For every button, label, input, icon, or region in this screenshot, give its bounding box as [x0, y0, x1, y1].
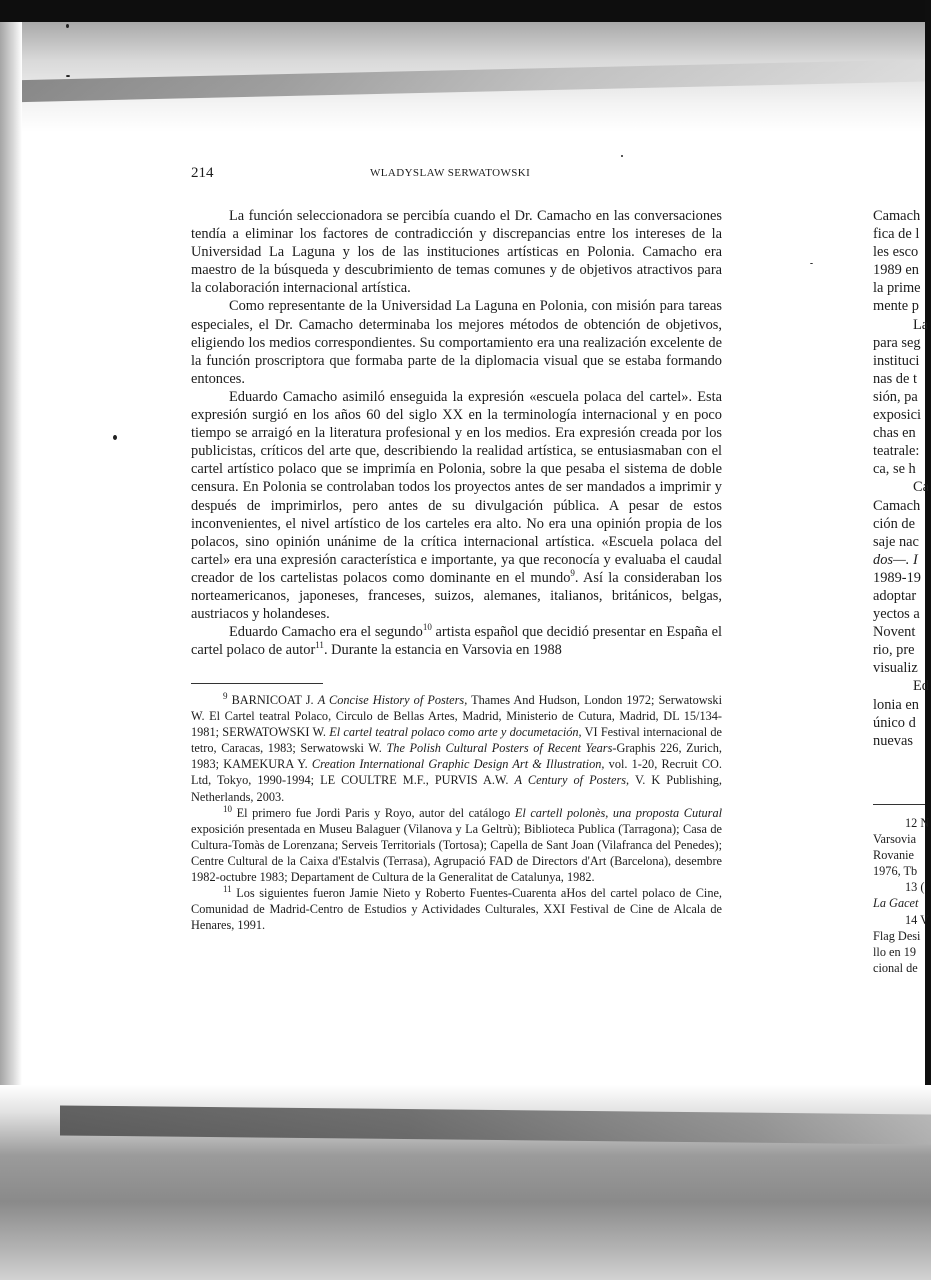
paragraph-text: artista español que decidió presentar en España el cartel polaco de autor [191, 624, 723, 659]
footnote-text: exposición presentada en Museu Balaguer (Vilanova y La Geltrù); Biblioteca Publica (Tarragona); Casa de Cultura-Tomàs de Lorenzana; Serveis Territorials (Tortosa); Capella de Sant Joan (Vilafranca del Penedes); Centre Cultural de la Caixa d'Estalvis (Terrasa), Agrupació FAD de Directors d'Art (Barcelona), desembre 1982-octubre 1983; Departament de Cultura de la Generalitat de Catalunya, 1982. [191, 821, 722, 885]
body-paragraph [191, 388, 722, 623]
facing-note-line: Flag Desi [873, 928, 921, 943]
footnote-title: El cartell polonès, una proposta Cutural [514, 805, 723, 820]
facing-line: teatrale: [873, 443, 920, 460]
body-paragraph [191, 297, 722, 387]
scan-speck [810, 263, 813, 264]
scan-speck [66, 24, 69, 28]
facing-note-line: cional de [873, 960, 918, 975]
footnote-text: vol. 1-20, Recruit CO. Ltd, Tokyo, 1990-1994; LE COULTRE M.F., PURVIS A.W. [191, 757, 722, 788]
paragraph-text: Eduardo Camacho asimiló enseguida la expresión «escuela polaca del cartel». Esta expresión surgió en los años 60 del siglo XX en la terminología internacional y en poco tiempo se arraigó en la literatura profesional y en los medios. Era expresión creada por los publicistas, críticos del arte que, describiendo la realidad artística, se entusiasmaban con el cartel artístico polaco que se imprimía en Polonia, sobre la que pesaba el sistema de doble censura. En Polonia se controlaban todos los proyectos antes de ser mandados a imprimir y después de imprimirlos, pero antes de su divulgación pública. A pesar de estos inconvenientes, el nivel artístico de los carteles era alto. No era una opinión propia de los polacos, sino opinión unánime de la crítica internacional artística. «Escuela polaca del cartel» era una expresión característica e importante, ya que reconocía y evaluaba el caudal creador de los cartelistas polacos como dominante en el mundo [191, 388, 722, 586]
footnotes [191, 692, 722, 933]
footnote-11 [191, 885, 722, 933]
facing-page-text [873, 207, 929, 750]
footnote-number: 10 [223, 803, 232, 814]
facing-line: 1989 en [873, 262, 919, 279]
facing-line: único d [873, 714, 916, 731]
facing-line: La [913, 316, 929, 333]
facing-line: ca, se h [873, 461, 916, 478]
footnote-title: A Concise History of Posters, [317, 693, 468, 707]
facing-line: 1989-19 [873, 569, 921, 586]
scan-border-top [0, 0, 931, 22]
footnote-text: Los siguientes fueron Jamie Nieto y Roberto Fuentes-Cuarenta aHos del cartel polaco de Cine, Comunidad de Madrid-Centro de Estudios y Actividades Culturales, XXI Festival de Cine de Alcala de Henares, 1991. [191, 886, 722, 933]
footnote-number: 9 [223, 690, 228, 701]
facing-line: Camach [873, 497, 921, 514]
body-paragraph: La función seleccionadora se percibía cuando el Dr. Camacho en las conversaciones tendía a eliminar los factores de contradicción y discrepancias entre los intereses de la Universidad La Laguna y los de las instituciones artísticas en Polonia. Camacho era maestro de la búsqueda y descubrimiento de temas comunes y de objetivos atractivos para la colaboración internacional artística. [191, 208, 722, 297]
paragraph-text: Eduardo Camacho era el segundo [229, 624, 423, 641]
facing-line: exposici [873, 407, 921, 424]
footnote-separator [191, 683, 323, 684]
facing-note-line: La Gacet [873, 896, 919, 911]
footnote-ref[interactable]: 10 [422, 622, 432, 633]
facing-line: yectos a [873, 606, 920, 623]
footnote-text: -Graphis 226, Zurich, 1983; KAMEKURA Y. [191, 741, 722, 772]
footnote-number: 11 [223, 884, 232, 895]
facing-line: fica de l [873, 226, 920, 243]
facing-line: visualiz [873, 660, 918, 677]
footnote-title: Creation International Graphic Design Art & Illustration, [311, 757, 605, 772]
facing-line: para seg [873, 334, 921, 351]
facing-note-line: 1976, Tb [873, 864, 918, 879]
facing-note-line: Rovanie [873, 848, 914, 863]
facing-line: Camach [873, 208, 921, 224]
running-head: WLADYSLAW SERWATOWSKI [370, 167, 531, 179]
facing-note-line: 12 N [905, 816, 930, 830]
facing-line: sión, pa [873, 388, 918, 405]
footnote-title: A Century of Posters, [514, 773, 630, 788]
facing-page-footnotes [873, 815, 930, 976]
facing-footnote-separator [873, 804, 925, 805]
body-paragraph [191, 623, 722, 659]
facing-line: saje nac [873, 533, 919, 550]
footnote-text: VI Festival internacional de tetro, Caracas, 1983; Serwatowski W. [191, 725, 722, 756]
facing-line: mente p [873, 298, 919, 315]
facing-line: rio, pre [873, 642, 915, 659]
scan-speck [113, 435, 117, 440]
facing-line: instituci [873, 352, 920, 369]
facing-line: nuevas [873, 732, 913, 749]
facing-line: adoptar [873, 587, 917, 604]
page-number: 214 [191, 165, 214, 181]
footnote-9 [191, 692, 722, 805]
footnote-text: BARNICOAT J. [231, 693, 318, 707]
paragraph-text: . Así la consideraban los norteamericanos, japoneses, franceses, suizos, alemanes, italianos, británicos, belgas, austriacos y holandeses. [191, 569, 723, 623]
facing-line: ción de [873, 515, 915, 532]
main-body-text [191, 207, 722, 659]
scan-speck [621, 155, 623, 157]
facing-line: Novent [873, 624, 916, 641]
facing-line: chas en [873, 425, 916, 442]
facing-line: Ed [913, 678, 929, 695]
facing-note-line: llo en 19 [873, 944, 917, 959]
footnote-title: The Polish Cultural Posters of Recent Years [386, 741, 613, 756]
facing-note-line: 13 ( [905, 880, 925, 895]
footnote-text: El primero fue Jordi Paris y Royo, autor del catálogo [236, 805, 515, 820]
footnote-10 [191, 805, 722, 885]
facing-line: lonia en [873, 696, 919, 713]
facing-line: dos—. I [873, 551, 918, 568]
footnote-ref[interactable]: 11 [315, 640, 324, 651]
footnote-text: V. K Publishing, Netherlands, 2003. [191, 773, 722, 804]
facing-line: nas de t [873, 370, 917, 387]
facing-note-line: Varsovia [873, 832, 917, 847]
facing-line: Ca [913, 479, 929, 496]
paragraph-text: Como representante de la Universidad La Laguna en Polonia, con misión para tareas especiales, el Dr. Camacho determinaba los mejores métodos de obtención de objetivos, eligiendo los medios correspondientes. Su comportamiento era una realización excelente de la función proscriptora que formaba parte de la diplomacia visual que se estaba formando entonces. [191, 298, 722, 387]
paragraph-text: . Durante la estancia en Varsovia en 1988 [323, 642, 562, 659]
scan-speck [66, 75, 70, 77]
footnote-title: El cartel teatral polaco como arte y documetación, [329, 725, 582, 740]
facing-line: les esco [873, 244, 919, 261]
facing-line: la prime [873, 280, 921, 297]
footnote-text: Thames And Hudson, London 1972; Serwatowski W. El Cartel teatral Polaco, Circulo de Bellas Artes, Madrid, Ministerio de Cutura, Madrid, DL 15/134-1981; SERWATOWSKI W. [191, 693, 722, 740]
footnote-ref[interactable]: 9 [570, 568, 575, 579]
facing-note-line: 14 V [905, 912, 930, 927]
